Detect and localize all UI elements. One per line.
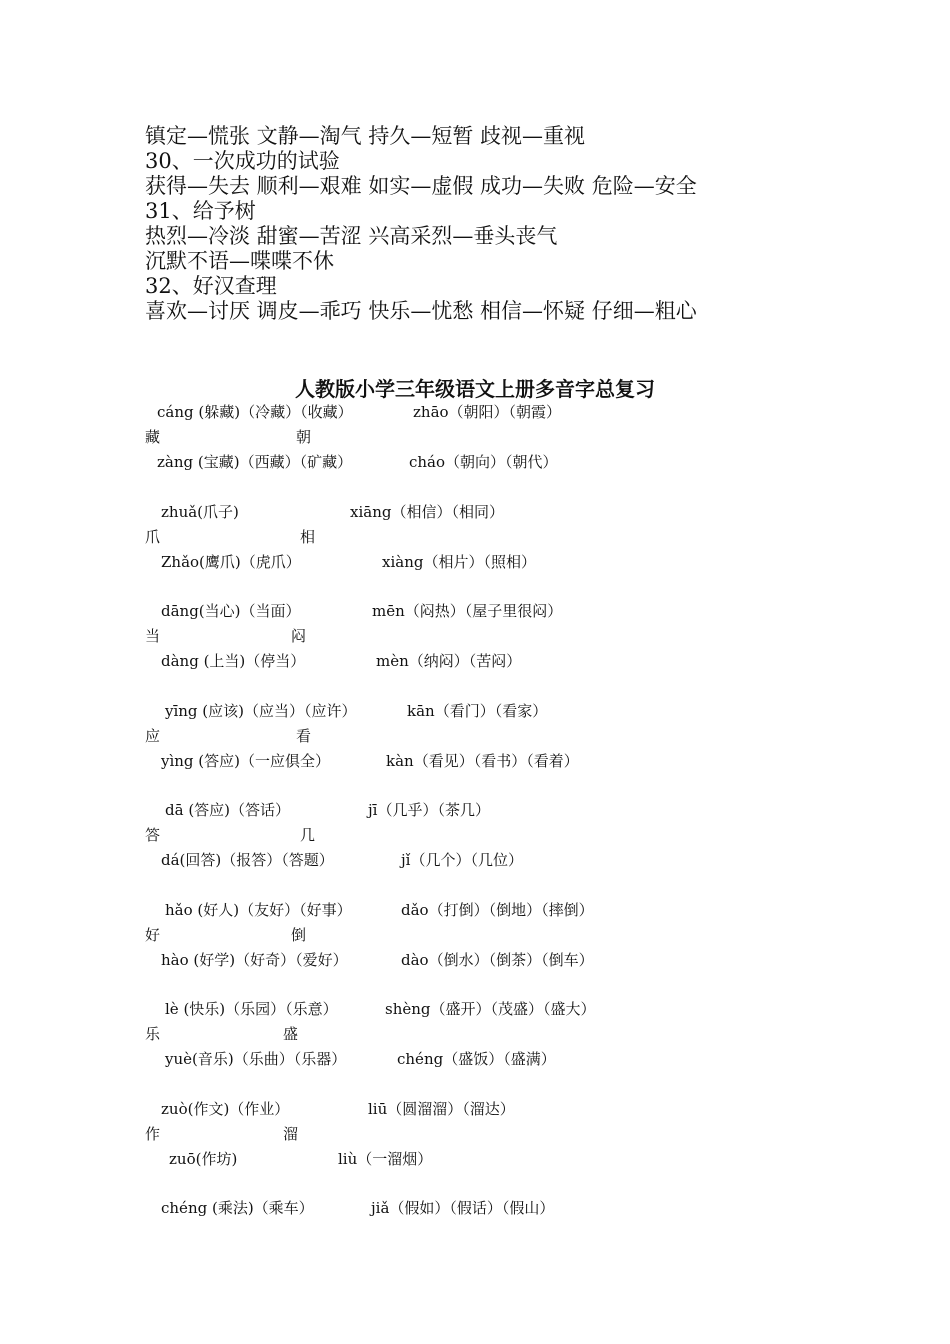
reading-line: kān（看门）（看家） xyxy=(407,702,548,720)
polyphone-char: 闷 xyxy=(291,627,307,645)
reading-line: zhuǎ(爪子) xyxy=(161,503,239,521)
polyphone-char: 答 xyxy=(145,826,161,844)
reading-line: Zhǎo(鹰爪)（虎爪） xyxy=(161,553,301,571)
antonym-line: 热烈—冷淡 甜蜜—苦涩 兴高采烈—垂头丧气 xyxy=(145,224,558,248)
reading-line: lè (快乐)（乐园）（乐意） xyxy=(165,1000,338,1018)
polyphone-char: 作 xyxy=(145,1125,161,1143)
reading-line: jiǎ（假如）（假话）（假山） xyxy=(371,1199,555,1217)
reading-line: dá(回答)（报答）（答题） xyxy=(161,851,334,869)
reading-line: mèn（纳闷）（苦闷） xyxy=(376,652,522,670)
polyphone-char: 看 xyxy=(296,727,312,745)
antonym-line: 喜欢—讨厌 调皮—乖巧 快乐—忧愁 相信—怀疑 仔细—粗心 xyxy=(145,299,697,323)
reading-line: liū（圆溜溜）（溜达） xyxy=(368,1100,515,1118)
reading-line: chéng（盛饭）（盛满） xyxy=(397,1050,556,1068)
reading-line: shèng（盛开）（茂盛）（盛大） xyxy=(385,1000,596,1018)
lesson-heading: 32、好汉查理 xyxy=(145,274,277,298)
reading-line: zuō(作坊) xyxy=(169,1150,238,1168)
reading-line: zuò(作文)（作业） xyxy=(161,1100,290,1118)
reading-line: xiāng（相信）（相同） xyxy=(350,503,504,521)
reading-line: dā (答应)（答话） xyxy=(165,801,291,819)
reading-line: dǎo（打倒）（倒地）（摔倒） xyxy=(401,901,594,919)
reading-line: yuè(音乐)（乐曲）（乐器） xyxy=(165,1050,347,1068)
polyphone-char: 相 xyxy=(300,528,316,546)
polyphone-char: 藏 xyxy=(145,428,161,446)
antonym-line: 沉默不语—喋喋不休 xyxy=(145,249,334,273)
polyphone-char: 乐 xyxy=(145,1025,161,1043)
polyphone-char: 倒 xyxy=(291,926,307,944)
polyphone-char: 当 xyxy=(145,627,161,645)
polyphone-char: 应 xyxy=(145,727,161,745)
reading-line: mēn（闷热）（屋子里很闷） xyxy=(372,602,563,620)
reading-line: xiàng（相片）（照相） xyxy=(382,553,536,571)
reading-line: cáng (躲藏)（冷藏）（收藏） xyxy=(157,403,353,421)
polyphone-char: 几 xyxy=(300,826,316,844)
antonym-line: 获得—失去 顺利—艰难 如实—虚假 成功—失败 危险—安全 xyxy=(145,174,697,198)
reading-line: liù（一溜烟） xyxy=(338,1150,433,1168)
reading-line: jǐ（几个）（几位） xyxy=(401,851,523,869)
polyphone-char: 溜 xyxy=(283,1125,299,1143)
reading-line: hào (好学)（好奇）（爱好） xyxy=(161,951,348,969)
polyphone-char: 爪 xyxy=(145,528,161,546)
reading-line: cháo（朝向）（朝代） xyxy=(409,453,558,471)
reading-line: yìng (答应)（一应俱全） xyxy=(161,752,331,770)
reading-line: zàng (宝藏)（西藏）（矿藏） xyxy=(157,453,353,471)
page-title: 人教版小学三年级语文上册多音字总复习 xyxy=(295,377,655,401)
reading-line: hǎo (好人)（友好）（好事） xyxy=(165,901,352,919)
antonym-line: 镇定—慌张 文静—淘气 持久—短暂 歧视—重视 xyxy=(145,124,586,148)
polyphone-char: 盛 xyxy=(283,1025,299,1043)
polyphone-char: 好 xyxy=(145,926,161,944)
reading-line: yīng (应该)（应当）（应许） xyxy=(165,702,357,720)
reading-line: zhāo（朝阳）（朝霞） xyxy=(413,403,562,421)
reading-line: dàng (上当)（停当） xyxy=(161,652,306,670)
lesson-heading: 31、给予树 xyxy=(145,199,256,223)
lesson-heading: 30、一次成功的试验 xyxy=(145,149,340,173)
polyphone-char: 朝 xyxy=(296,428,312,446)
reading-line: chéng (乘法)（乘车） xyxy=(161,1199,314,1217)
reading-line: kàn（看见）（看书）（看着） xyxy=(386,752,579,770)
reading-line: dāng(当心)（当面） xyxy=(161,602,301,620)
reading-line: jī（几乎）（茶几） xyxy=(368,801,490,819)
reading-line: dào（倒水）（倒茶）（倒车） xyxy=(401,951,594,969)
